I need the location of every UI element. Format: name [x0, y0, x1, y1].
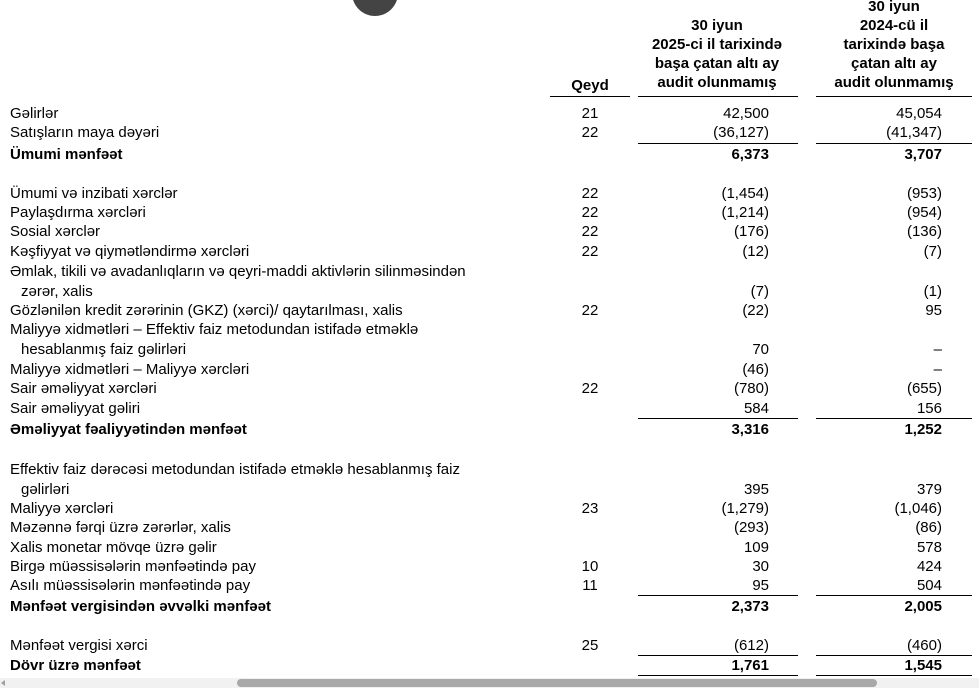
row-label: Gəlirlər	[10, 105, 59, 122]
table-row	[0, 282, 979, 302]
row-label: Sair əməliyyat xərcləri	[10, 380, 157, 397]
row-value-2025: (780)	[733, 380, 769, 397]
row-value-2025: (46)	[742, 361, 769, 378]
row-label: Sair əməliyyat gəliri	[10, 400, 141, 417]
table-row	[0, 123, 979, 143]
subtotal-rule	[638, 595, 798, 596]
table-row	[0, 399, 979, 419]
table-row	[0, 203, 979, 223]
header-2024-line: çatan altı ay	[851, 55, 937, 72]
table-row	[0, 262, 979, 282]
overlay-circle	[352, 0, 398, 16]
row-value-2024: 95	[925, 302, 942, 319]
total-bottom-rule	[638, 675, 798, 676]
row-value-2025: 42,500	[723, 105, 769, 122]
total-bottom-rule	[816, 675, 972, 676]
row-value-2025: (612)	[733, 637, 769, 654]
table-row	[0, 379, 979, 399]
table-row	[0, 222, 979, 242]
row-value-2024: 2,005	[904, 598, 942, 615]
header-rule-qeyd	[550, 96, 630, 97]
row-label: Kəşfiyyat və qiymətləndirmə xərcləri	[10, 243, 250, 260]
subtotal-rule	[638, 655, 798, 656]
header-2025-line: başa çatan altı ay	[654, 55, 780, 72]
table-row	[0, 480, 979, 500]
table-row	[0, 499, 979, 519]
row-value-2025: 95	[752, 577, 769, 594]
subtotal-rule	[816, 655, 972, 656]
row-value-2025: (1,279)	[721, 500, 769, 517]
row-value-2024: 1,545	[904, 657, 942, 674]
row-value-2024: 578	[916, 539, 942, 556]
row-value-2025: (1,214)	[721, 204, 769, 221]
row-value-2025: (7)	[750, 283, 769, 300]
row-value-2024: (953)	[906, 185, 942, 202]
row-value-2025: 2,373	[731, 598, 769, 615]
row-label: gəlirləri	[21, 481, 70, 498]
header-2024-line: 30 iyun	[868, 0, 920, 15]
row-value-2024: (954)	[906, 204, 942, 221]
row-label: zərər, xalis	[21, 283, 93, 300]
scrollbar-thumb[interactable]	[237, 679, 877, 687]
row-value-2024: 156	[916, 400, 942, 417]
row-label: Effektiv faiz dərəcəsi metodundan istifadə etməklə hesablanmış faiz	[10, 461, 460, 478]
row-value-2025: 3,316	[731, 421, 769, 438]
row-label: Məzənnə fərqi üzrə zərərlər, xalis	[10, 519, 231, 536]
row-label: Xalis monetar mövqe üzrə gəlir	[10, 539, 217, 556]
header-2024-line: tarixində başa	[843, 36, 945, 53]
table-row	[0, 184, 979, 204]
row-value-2025: 109	[743, 539, 769, 556]
row-note: 22	[581, 223, 599, 240]
row-label: Maliyyə xidmətləri – Effektiv faiz metodundan istifadə etməklə	[10, 321, 419, 338]
row-label: Əmlak, tikili və avadanlıqların və qeyri-maddi aktivlərin silinməsindən	[10, 263, 466, 280]
row-value-2024: (41,347)	[886, 124, 942, 141]
row-note: 22	[581, 204, 599, 221]
subtotal-rule	[638, 418, 798, 419]
row-label: Satışların maya dəyəri	[10, 124, 160, 141]
table-row	[0, 320, 979, 340]
row-note: 23	[581, 500, 599, 517]
header-2025-line: 30 iyun	[691, 17, 743, 34]
row-value-2024: (86)	[915, 519, 942, 536]
header-2025-line: audit olunmamış	[657, 74, 777, 91]
row-value-2025: (176)	[733, 223, 769, 240]
row-note: 25	[581, 637, 599, 654]
row-value-2024: –	[933, 341, 942, 358]
row-value-2025: (22)	[742, 302, 769, 319]
row-label: Ümumi və inzibati xərclər	[10, 185, 178, 202]
row-value-2024: (136)	[906, 223, 942, 240]
header-rule-2024	[816, 96, 972, 97]
row-label: Maliyyə xərcləri	[10, 500, 114, 517]
row-value-2024: 45,054	[896, 105, 942, 122]
header-2024-line: 2024-cü il	[859, 17, 929, 34]
subtotal-rule	[816, 418, 972, 419]
row-value-2024: 504	[916, 577, 942, 594]
row-value-2024: (1,046)	[894, 500, 942, 517]
row-note: 22	[581, 185, 599, 202]
row-note: 22	[581, 124, 599, 141]
row-value-2024: 424	[916, 558, 942, 575]
table-row	[0, 301, 979, 321]
scroll-left-arrow-icon[interactable]	[1, 680, 5, 686]
row-value-2024: –	[933, 361, 942, 378]
table-row	[0, 597, 979, 617]
row-note: 21	[581, 105, 599, 122]
table-row	[0, 340, 979, 360]
table-row	[0, 360, 979, 380]
row-label: Asılı müəssisələrin mənfəətində pay	[10, 577, 251, 594]
header-rule-2025	[638, 96, 798, 97]
header-qeyd: Qeyd	[571, 77, 609, 94]
row-value-2025: (12)	[742, 243, 769, 260]
row-label: Əməliyyat fəaliyyətindən mənfəət	[10, 421, 247, 438]
row-value-2025: 6,373	[731, 146, 769, 163]
row-label: Dövr üzrə mənfəət	[10, 657, 141, 674]
row-value-2024: (7)	[923, 243, 942, 260]
header-col-2025	[636, 16, 798, 92]
row-label: Birgə müəssisələrin mənfəətində pay	[10, 558, 256, 575]
row-value-2025: 70	[752, 341, 769, 358]
table-row	[0, 538, 979, 558]
row-value-2024: 379	[916, 481, 942, 498]
table-row	[0, 145, 979, 165]
header-2024-line: audit olunmamış	[834, 74, 954, 91]
table-row	[0, 576, 979, 596]
row-label: Paylaşdırma xərcləri	[10, 204, 146, 221]
table-row	[0, 636, 979, 656]
row-value-2025: (293)	[733, 519, 769, 536]
row-value-2025: 30	[752, 558, 769, 575]
row-note: 11	[582, 577, 598, 594]
table-row	[0, 420, 979, 440]
row-value-2025: (1,454)	[721, 185, 769, 202]
header-2025-line: 2025-ci il tarixində	[651, 36, 783, 53]
row-value-2025: 395	[743, 481, 769, 498]
row-note: 22	[581, 243, 599, 260]
table-row	[0, 242, 979, 262]
row-value-2024: 3,707	[904, 146, 942, 163]
row-value-2024: 1,252	[904, 421, 942, 438]
row-value-2024: (655)	[906, 380, 942, 397]
row-label: Mənfəət vergisi xərci	[10, 637, 148, 654]
subtotal-rule	[816, 595, 972, 596]
row-label: Ümumi mənfəət	[10, 146, 123, 163]
row-label: hesablanmış faiz gəlirləri	[21, 341, 187, 358]
row-note: 22	[581, 380, 599, 397]
row-value-2025: 1,761	[731, 657, 769, 674]
row-value-2025: (36,127)	[713, 124, 769, 141]
row-label: Maliyyə xidmətləri – Maliyyə xərcləri	[10, 361, 250, 378]
row-label: Gözlənilən kredit zərərinin (GKZ) (xərci)/ qaytarılması, xalis	[10, 302, 403, 319]
row-label: Sosial xərclər	[10, 223, 101, 240]
table-row	[0, 518, 979, 538]
header-col-2024	[816, 0, 972, 92]
row-value-2024: (1)	[923, 283, 942, 300]
table-row	[0, 460, 979, 480]
row-value-2024: (460)	[906, 637, 942, 654]
subtotal-rule	[638, 143, 798, 144]
table-row	[0, 656, 979, 676]
table-row	[0, 104, 979, 124]
row-note: 22	[581, 302, 599, 319]
table-row	[0, 557, 979, 577]
row-note: 10	[581, 558, 599, 575]
row-label: Mənfəət vergisindən əvvəlki mənfəət	[10, 598, 271, 615]
row-value-2025: 584	[743, 400, 769, 417]
subtotal-rule	[816, 143, 972, 144]
